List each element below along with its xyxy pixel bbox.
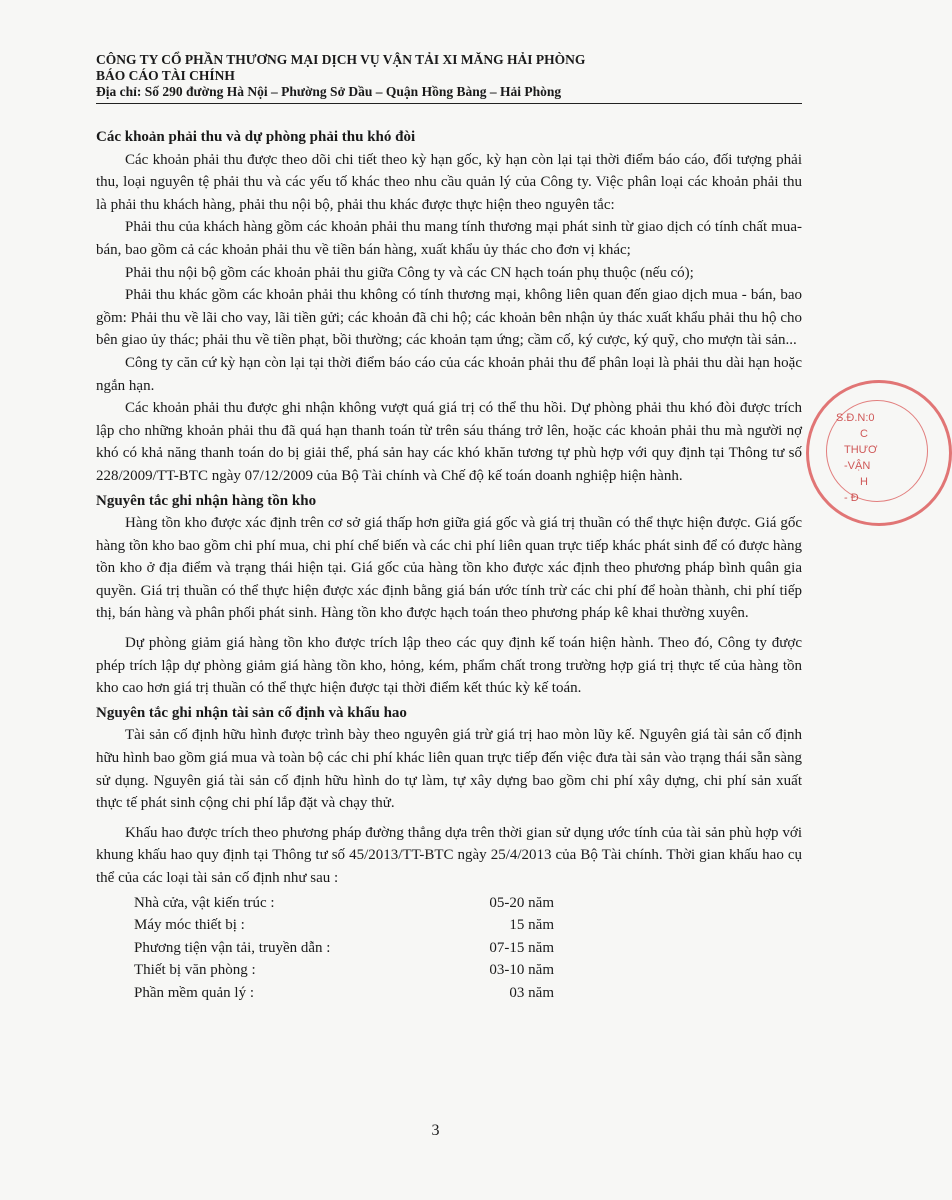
document-body bbox=[96, 124, 802, 1005]
stamp-fragment: S.Đ.N:0 bbox=[836, 412, 875, 424]
table-row bbox=[134, 982, 554, 1005]
paragraph: Phải thu của khách hàng gồm các khoản phải thu mang tính thương mại phát sinh từ giao dịch có tính chất mua-bán, bao gồm cả các khoản phải thu về tiền bán hàng, xuất khẩu ủy thác cho đơn vị khác; bbox=[96, 219, 802, 258]
table-row bbox=[134, 959, 554, 982]
paragraph: Các khoản phải thu được theo dõi chi tiết theo kỳ hạn gốc, kỳ hạn còn lại tại thời điểm báo cáo, đối tượng phải thu, loại nguyên tệ phải thu và các yếu tố khác theo nhu cầu quản lý của Công ty. Việc phân loại các khoản phải thu là phải thu khách hàng, phải thu nội bộ, phải thu khác được thực hiện theo nguyên tắc: bbox=[96, 151, 802, 213]
depreciation-period: 03-10 năm bbox=[489, 962, 554, 979]
table-row bbox=[134, 914, 554, 937]
section-heading-fixed-assets: Nguyên tắc ghi nhận tài sản cố định và khấu hao bbox=[96, 704, 407, 721]
stamp-text bbox=[830, 410, 878, 506]
asset-type: Máy móc thiết bị : bbox=[134, 917, 245, 934]
paragraph: Công ty căn cứ kỳ hạn còn lại tại thời điểm báo cáo của các khoản phải thu để phân loại là phải thu dài hạn hoặc ngắn hạn. bbox=[96, 354, 802, 394]
document-header bbox=[96, 52, 796, 104]
company-address: Địa chỉ: Số 290 đường Hà Nội – Phường Sở Dầu – Quận Hồng Bàng – Hải Phòng bbox=[96, 84, 562, 99]
stamp-fragment: THƯƠ bbox=[844, 444, 878, 456]
stamp-fragment: -VẬN bbox=[844, 460, 871, 472]
paragraph: Hàng tồn kho được xác định trên cơ sở giá thấp hơn giữa giá gốc và giá trị thuần có thể thực hiện được. Giá gốc hàng tồn kho bao gồm chi phí mua, chi phí chế biến và các chi phí liên quan trực tiếp khác phát sinh để có được hàng tồn kho ở địa điểm và trạng thái hiện tại. Giá gốc của hàng tồn kho được xác định theo phương pháp bình quân gia quyền. Giá trị thuần có thể thực hiện được xác định bằng giá bán ước tính trừ các chi phí để hoàn thành, chi phí tiếp thị, bán hàng và phân phối phát sinh. Hàng tồn kho được hạch toán theo phương pháp kê khai thường xuyên. bbox=[96, 515, 802, 622]
asset-type: Thiết bị văn phòng : bbox=[134, 962, 256, 979]
depreciation-period: 05-20 năm bbox=[489, 894, 554, 911]
paragraph: Phải thu nội bộ gồm các khoản phải thu giữa Công ty và các CN hạch toán phụ thuộc (nếu có); bbox=[125, 264, 694, 281]
report-title: BÁO CÁO TÀI CHÍNH bbox=[96, 68, 235, 83]
paragraph: Các khoản phải thu được ghi nhận không vượt quá giá trị có thể thu hồi. Dự phòng phải thu khó đòi được trích lập cho những khoản phải thu đã quá hạn thanh toán từ trên sáu tháng trở lên, hoặc các khoản phải thu mà người nợ khó có khả năng thanh toán do bị giải thể, phá sản hay các khó khăn tương tự phù hợp với quy định tại Thông tư số 228/2009/TT-BTC ngày 07/12/2009 của Bộ Tài chính và Chế độ kế toán doanh nghiệp hiện hành. bbox=[96, 400, 802, 484]
paragraph: Phải thu khác gồm các khoản phải thu không có tính thương mại, không liên quan đến giao dịch mua - bán, bao gồm: Phải thu về lãi cho vay, lãi tiền gửi; các khoản đã chi hộ; các khoản bên nhận ủy thác xuất khẩu phải thu hộ cho bên giao ủy thác; phải thu về tiền phạt, bồi thường; các khoản tạm ứng; cầm cố, ký cược, ký quỹ, cho mượn tài sản... bbox=[96, 287, 802, 349]
stamp-fragment: H bbox=[860, 476, 868, 488]
section-heading-inventory: Nguyên tắc ghi nhận hàng tồn kho bbox=[96, 492, 317, 509]
stamp-fragment: C bbox=[860, 428, 868, 440]
header-divider bbox=[96, 103, 802, 104]
company-name: CÔNG TY CỔ PHẦN THƯƠNG MẠI DỊCH VỤ VẬN TẢI XI MĂNG HẢI PHÒNG bbox=[96, 52, 586, 67]
asset-type: Nhà cửa, vật kiến trúc : bbox=[134, 894, 275, 911]
page-number: 3 bbox=[431, 1122, 440, 1139]
paragraph: Tài sản cố định hữu hình được trình bày theo nguyên giá trừ giá trị hao mòn lũy kế. Nguyên giá tài sản cố định hữu hình bao gồm giá mua và toàn bộ các chi phí khác liên quan trực tiếp đến việc đưa tài sản vào trạng thái sẵn sàng sử dụng. Nguyên giá tài sản cố định hữu hình do tự làm, tự xây dựng bao gồm chi phí xây dựng, chi phí sản xuất thực tế phát sinh cộng chi phí lắp đặt và chạy thử. bbox=[96, 727, 802, 812]
depreciation-period: 15 năm bbox=[509, 917, 554, 934]
paragraph: Dự phòng giảm giá hàng tồn kho được trích lập theo các quy định kế toán hiện hành. Theo đó, Công ty được phép trích lập dự phòng giảm giá hàng tồn kho, hỏng, kém, phẩm chất trong trường hợp giá trị thực tế của hàng tồn kho cao hơn giá trị thuần có thể thực hiện được tại thời điểm kết thúc kỳ kế toán. bbox=[96, 635, 802, 697]
table-row bbox=[134, 937, 554, 960]
depreciation-period: 07-15 năm bbox=[489, 939, 554, 956]
table-row bbox=[134, 892, 554, 915]
section-heading-receivables: Các khoản phải thu và dự phòng phải thu khó đòi bbox=[96, 129, 416, 145]
asset-type: Phần mềm quản lý : bbox=[134, 984, 254, 1001]
depreciation-table bbox=[134, 892, 554, 1005]
asset-type: Phương tiện vận tải, truyền dẫn : bbox=[134, 939, 331, 956]
stamp-fragment: - Đ bbox=[844, 492, 859, 504]
paragraph: Khấu hao được trích theo phương pháp đường thẳng dựa trên thời gian sử dụng ước tính của tài sản phù hợp với khung khấu hao quy định tại Thông tư số 45/2013/TT-BTC ngày 25/4/2013 của Bộ Tài chính. Thời gian khấu hao cụ thể của các loại tài sản cố định như sau : bbox=[96, 824, 802, 886]
depreciation-period: 03 năm bbox=[509, 984, 554, 1001]
